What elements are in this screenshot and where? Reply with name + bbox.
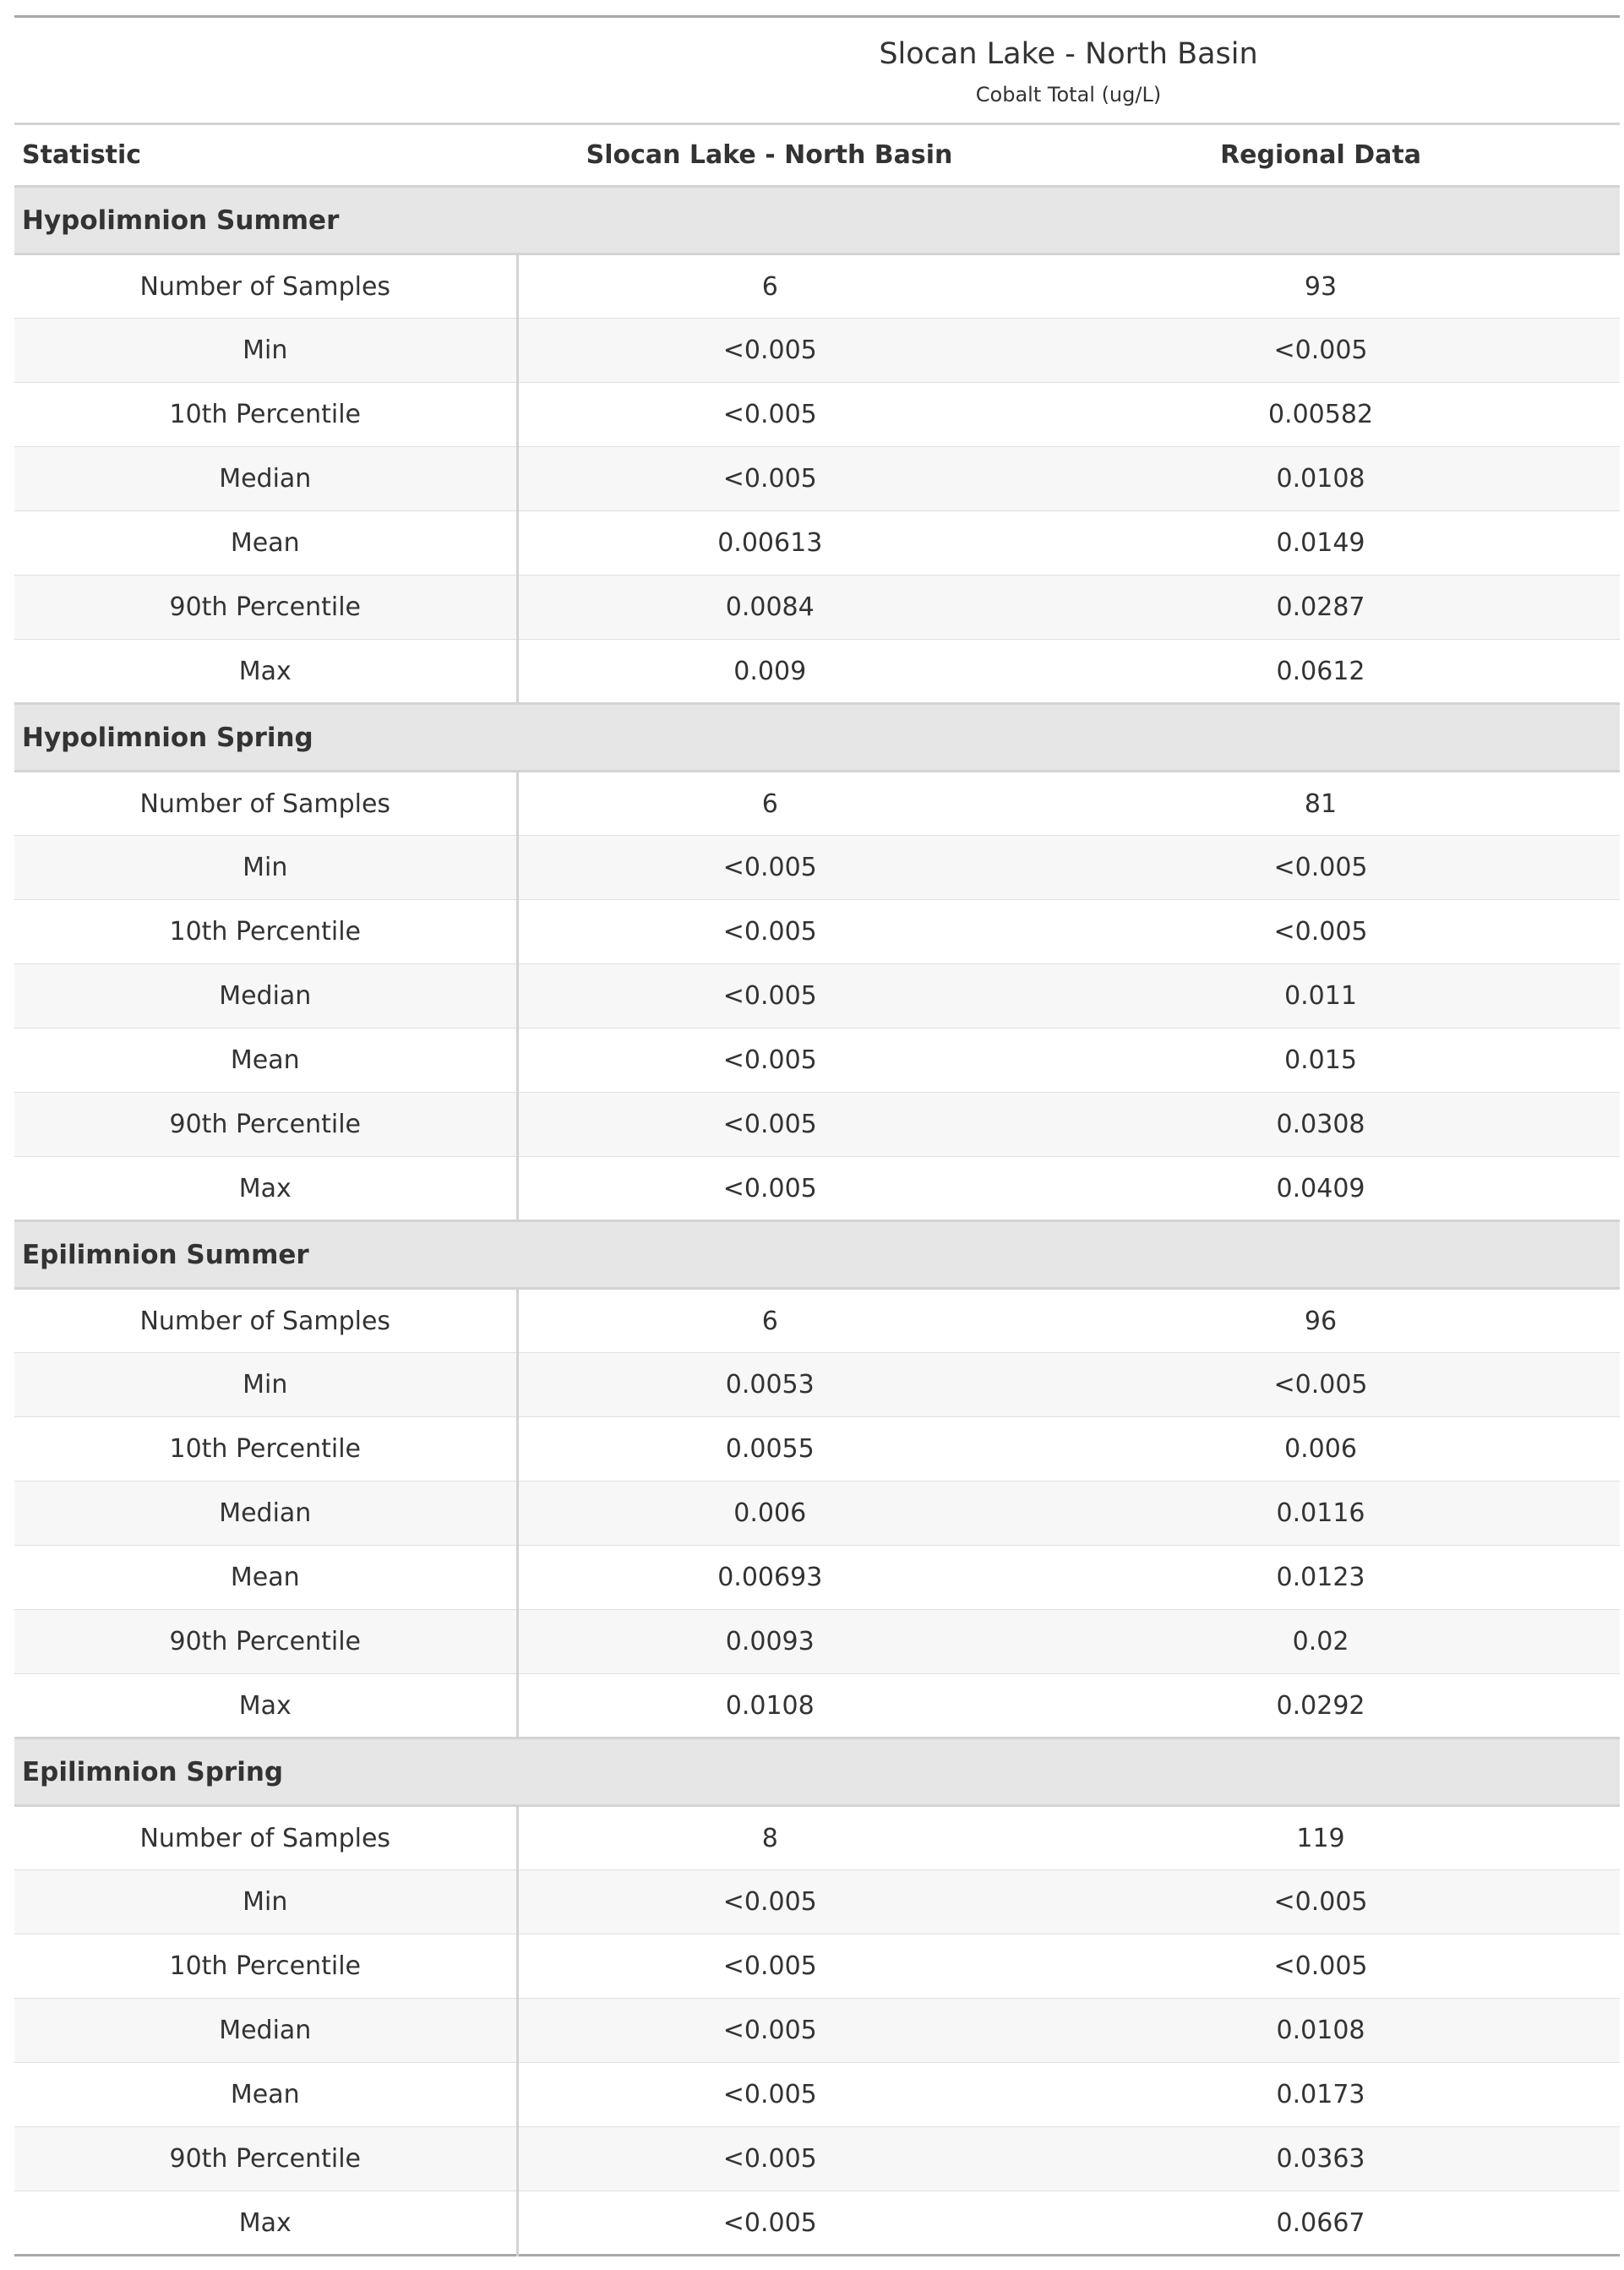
table-body — [14, 187, 1620, 2256]
statistic-cell: 90th Percentile — [14, 1093, 517, 1157]
regional-value-cell: 0.0667 — [1276, 2207, 1365, 2238]
group-header-row — [14, 187, 1620, 254]
table-subtitle: Cobalt Total (ug/L) — [975, 83, 1162, 106]
table-row — [14, 1934, 1620, 1999]
table-row — [14, 576, 1620, 640]
table-row — [14, 2191, 1620, 2256]
group-header: Hypolimnion Spring — [14, 704, 1620, 772]
table-row — [14, 1482, 1620, 1546]
statistic-cell: Min — [14, 1870, 517, 1934]
regional-value-cell: 0.006 — [1022, 1417, 1620, 1482]
lake-value-cell: <0.005 — [517, 1029, 1022, 1093]
table-row — [14, 319, 1620, 383]
regional-value-cell: 0.015 — [1022, 1029, 1620, 1093]
table-row — [14, 1353, 1620, 1417]
regional-value-cell: 81 — [1022, 772, 1620, 836]
regional-value-cell: 119 — [1022, 1806, 1620, 1870]
group-header: Hypolimnion Summer — [14, 187, 1620, 254]
regional-value-cell: 0.0108 — [1022, 1999, 1620, 2063]
lake-value-cell: 6 — [517, 254, 1022, 319]
lake-value-cell: 0.00693 — [517, 1546, 1022, 1610]
statistic-cell: Mean — [14, 1029, 517, 1093]
lake-value-cell: <0.005 — [517, 1934, 1022, 1999]
statistic-cell: 10th Percentile — [14, 1934, 517, 1999]
lake-value-cell: 0.009 — [733, 656, 807, 686]
group-header: Epilimnion Spring — [14, 1738, 1620, 1806]
statistic-cell: Min — [14, 836, 517, 900]
statistic-cell: 90th Percentile — [14, 1610, 517, 1674]
table-title-row — [14, 17, 1620, 124]
lake-value-cell: <0.005 — [517, 383, 1022, 447]
table-row — [14, 836, 1620, 900]
column-header-row — [14, 124, 1620, 187]
table-row — [14, 1289, 1620, 1353]
table-row — [14, 1417, 1620, 1482]
lake-value-cell: <0.005 — [517, 447, 1022, 511]
table-row — [14, 2063, 1620, 2127]
group-header-row — [14, 1221, 1620, 1289]
regional-value-cell: <0.005 — [1022, 836, 1620, 900]
lake-value-cell: <0.005 — [517, 836, 1022, 900]
statistic-cell: 90th Percentile — [14, 2127, 517, 2191]
group-header-row — [14, 1738, 1620, 1806]
table-row — [14, 1999, 1620, 2063]
lake-value-cell: <0.005 — [517, 964, 1022, 1029]
statistic-cell: 10th Percentile — [14, 1417, 517, 1482]
statistic-cell: Median — [14, 964, 517, 1029]
statistic-cell: 10th Percentile — [14, 383, 517, 447]
statistic-cell: Mean — [14, 511, 517, 576]
statistic-cell: Max — [14, 1674, 517, 1738]
statistic-cell: Max — [14, 1157, 517, 1221]
lake-value-cell: <0.005 — [517, 319, 1022, 383]
column-header-regional: Regional Data — [1022, 124, 1620, 187]
lake-value-cell: 8 — [517, 1806, 1022, 1870]
lake-value-cell: <0.005 — [517, 2127, 1022, 2191]
statistic-cell: 10th Percentile — [14, 900, 517, 964]
regional-value-cell: 96 — [1022, 1289, 1620, 1353]
table-row — [14, 1093, 1620, 1157]
lake-value-cell: <0.005 — [517, 1870, 1022, 1934]
lake-value-cell: 0.0093 — [517, 1610, 1022, 1674]
statistic-cell: Number of Samples — [14, 1289, 517, 1353]
regional-value-cell: 0.0308 — [1022, 1093, 1620, 1157]
regional-value-cell: 0.0116 — [1022, 1482, 1620, 1546]
table-title: Slocan Lake - North Basin — [879, 37, 1258, 71]
regional-value-cell: 93 — [1022, 254, 1620, 319]
regional-value-cell: 0.0123 — [1022, 1546, 1620, 1610]
table-row — [14, 900, 1620, 964]
statistics-table — [14, 15, 1620, 2256]
table-row — [14, 254, 1620, 319]
lake-value-cell: <0.005 — [517, 1999, 1022, 2063]
summary-table-container — [14, 15, 1620, 2256]
group-header: Epilimnion Summer — [14, 1221, 1620, 1289]
group-header-row — [14, 704, 1620, 772]
table-row — [14, 511, 1620, 576]
regional-value-cell: 0.0292 — [1276, 1690, 1365, 1721]
regional-value-cell: 0.0173 — [1022, 2063, 1620, 2127]
table-row — [14, 772, 1620, 836]
table-row — [14, 1870, 1620, 1934]
column-header-lake: Slocan Lake - North Basin — [517, 124, 1022, 187]
column-header-statistic: Statistic — [14, 124, 517, 187]
lake-value-cell: <0.005 — [517, 900, 1022, 964]
lake-value-cell: 6 — [517, 772, 1022, 836]
lake-value-cell: 0.006 — [517, 1482, 1022, 1546]
regional-value-cell: 0.0149 — [1022, 511, 1620, 576]
statistic-cell: Min — [14, 319, 517, 383]
lake-value-cell: 0.00613 — [517, 511, 1022, 576]
table-row — [14, 383, 1620, 447]
statistic-cell: Median — [14, 1482, 517, 1546]
statistic-cell: Median — [14, 447, 517, 511]
lake-value-cell: 0.0055 — [517, 1417, 1022, 1482]
table-row — [14, 2127, 1620, 2191]
table-row — [14, 1610, 1620, 1674]
table-title-cell — [14, 17, 1620, 124]
regional-value-cell: 0.02 — [1022, 1610, 1620, 1674]
regional-value-cell: 0.00582 — [1022, 383, 1620, 447]
statistic-cell: Mean — [14, 1546, 517, 1610]
regional-value-cell: 0.0409 — [1276, 1173, 1365, 1203]
statistic-cell: Max — [14, 2191, 517, 2256]
statistic-cell: Median — [14, 1999, 517, 2063]
lake-value-cell: <0.005 — [517, 1093, 1022, 1157]
table-row — [14, 447, 1620, 511]
statistic-cell: Number of Samples — [14, 1806, 517, 1870]
table-row — [14, 1674, 1620, 1738]
table-row — [14, 640, 1620, 704]
regional-value-cell: 0.0287 — [1022, 576, 1620, 640]
regional-value-cell: <0.005 — [1022, 900, 1620, 964]
regional-value-cell: <0.005 — [1022, 1934, 1620, 1999]
statistic-cell: Max — [14, 640, 517, 704]
statistic-cell: Number of Samples — [14, 254, 517, 319]
table-row — [14, 964, 1620, 1029]
statistic-cell: Mean — [14, 2063, 517, 2127]
lake-value-cell: <0.005 — [722, 1173, 817, 1203]
lake-value-cell: 0.0084 — [517, 576, 1022, 640]
lake-value-cell: 6 — [517, 1289, 1022, 1353]
regional-value-cell: <0.005 — [1022, 1870, 1620, 1934]
regional-value-cell: 0.011 — [1022, 964, 1620, 1029]
regional-value-cell: 0.0108 — [1022, 447, 1620, 511]
lake-value-cell: 0.0053 — [517, 1353, 1022, 1417]
regional-value-cell: <0.005 — [1022, 319, 1620, 383]
statistic-cell: Number of Samples — [14, 772, 517, 836]
regional-value-cell: 0.0363 — [1022, 2127, 1620, 2191]
lake-value-cell: <0.005 — [517, 2063, 1022, 2127]
table-row — [14, 1546, 1620, 1610]
statistic-cell: Min — [14, 1353, 517, 1417]
table-row — [14, 1806, 1620, 1870]
table-row — [14, 1157, 1620, 1221]
regional-value-cell: <0.005 — [1022, 1353, 1620, 1417]
lake-value-cell: 0.0108 — [725, 1690, 815, 1721]
statistic-cell: 90th Percentile — [14, 576, 517, 640]
lake-value-cell: <0.005 — [722, 2207, 817, 2238]
table-row — [14, 1029, 1620, 1093]
regional-value-cell: 0.0612 — [1276, 656, 1365, 686]
